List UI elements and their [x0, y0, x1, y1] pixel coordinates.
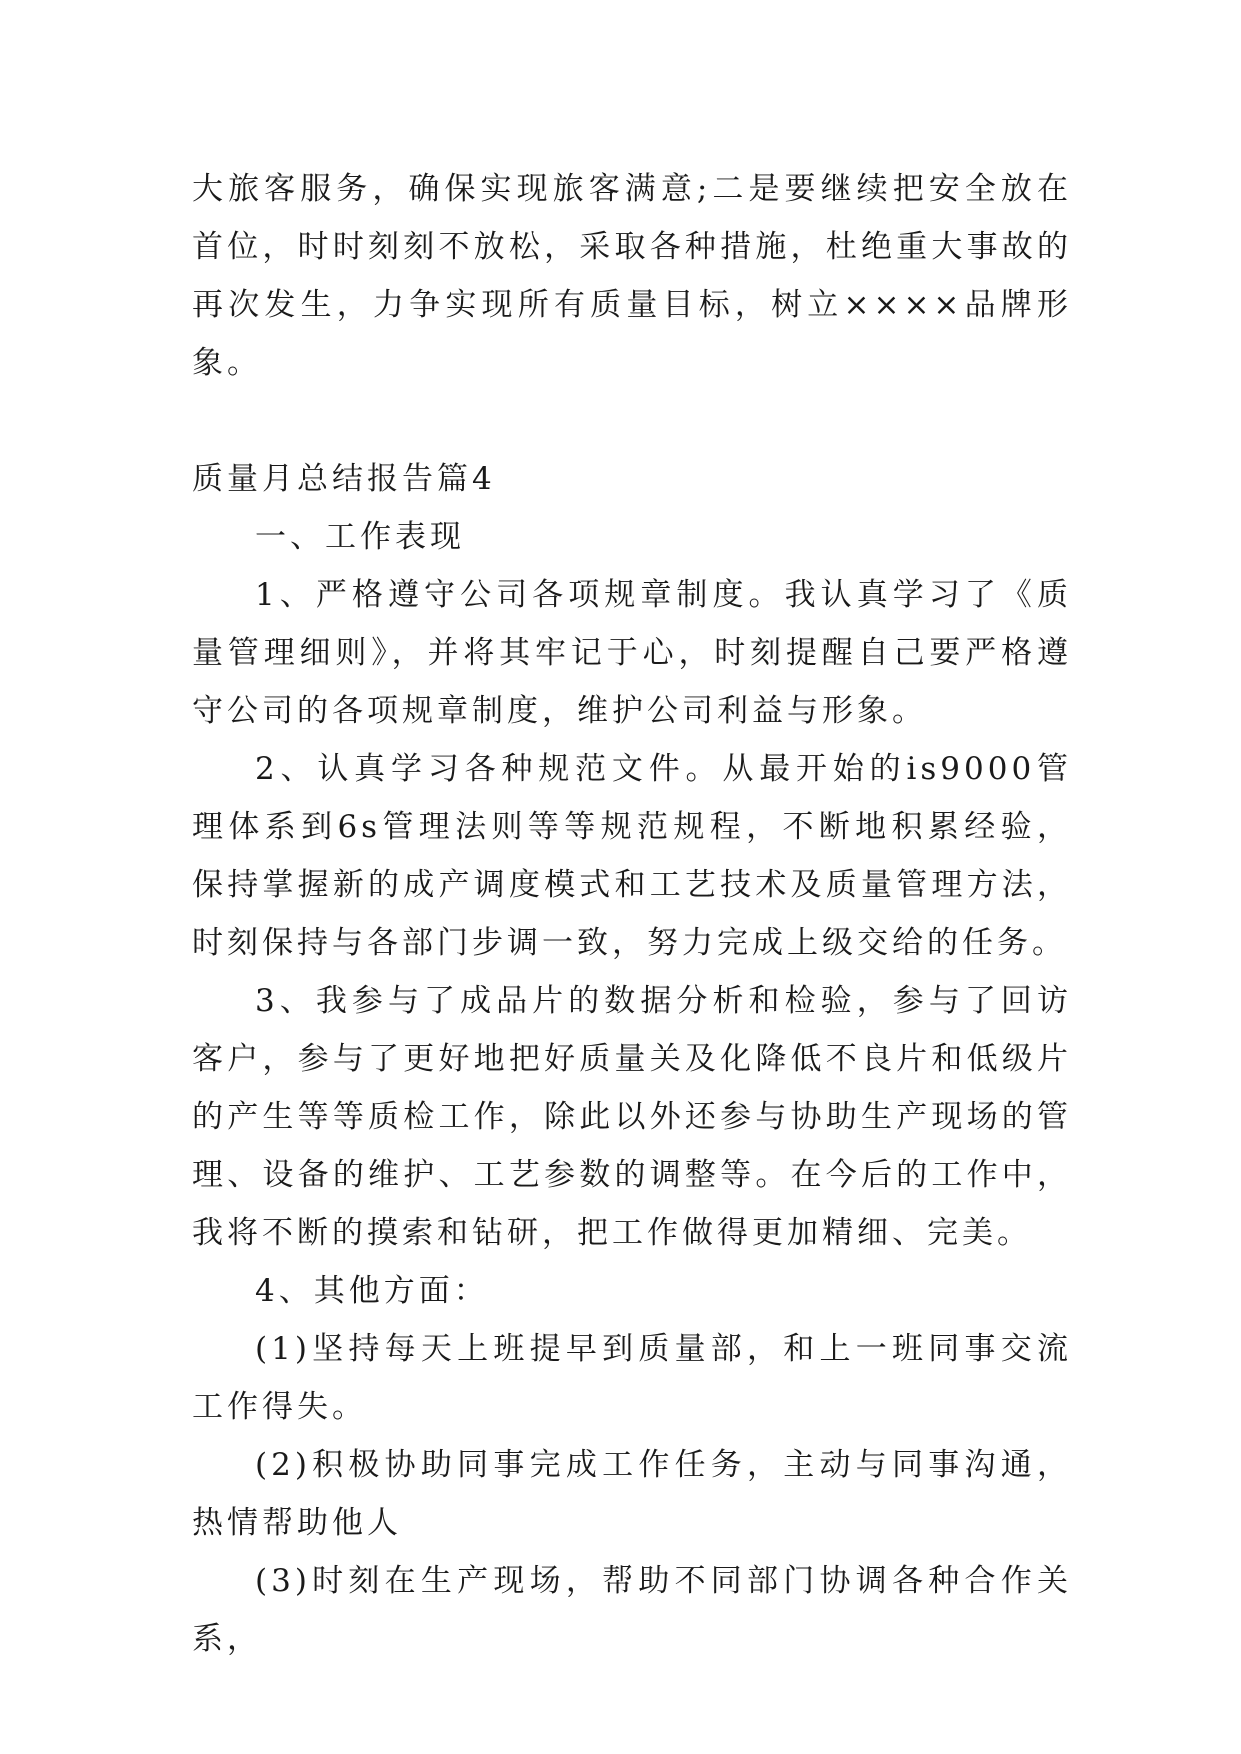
sub-item-3-paragraph: (3)时刻在生产现场，帮助不同部门协调各种合作关系， — [192, 1563, 1072, 1657]
sub-item-1-paragraph: (1)坚持每天上班提早到质量部，和上一班同事交流工作得失。 — [192, 1331, 1072, 1425]
heading-work-performance: 一、工作表现 — [255, 519, 465, 555]
item-2-paragraph: 2、认真学习各种规范文件。从最开始的is9000管理体系到6s管理法则等等规范规程，不断地积累经验，保持掌握新的成产调度模式和工艺技术及质量管理方法，时刻保持与各部门步调一致，努力完成上级交给的任务。 — [192, 751, 1072, 961]
section-title: 质量月总结报告篇4 — [192, 461, 496, 497]
sub-item-2-paragraph: (2)积极协助同事完成工作任务，主动与同事沟通，热情帮助他人 — [192, 1447, 1072, 1541]
item-3-paragraph: 3、我参与了成品片的数据分析和检验，参与了回访客户，参与了更好地把好质量关及化降低不良片和低级片的产生等等质检工作，除此以外还参与协助生产现场的管理、设备的维护、工艺参数的调整等。在今后的工作中，我将不断的摸索和钻研，把工作做得更加精细、完美。 — [192, 983, 1072, 1251]
item-4-heading: 4、其他方面： — [255, 1273, 489, 1309]
continuation-paragraph: 大旅客服务，确保实现旅客满意;二是要继续把安全放在首位，时时刻刻不放松，采取各种措施，杜绝重大事故的再次发生，力争实现所有质量目标，树立××××品牌形象。 — [192, 171, 1072, 381]
item-1-paragraph: 1、严格遵守公司各项规章制度。我认真学习了《质量管理细则》，并将其牢记于心，时刻提醒自己要严格遵守公司的各项规章制度，维护公司利益与形象。 — [192, 577, 1072, 729]
document-body — [192, 160, 1072, 1668]
